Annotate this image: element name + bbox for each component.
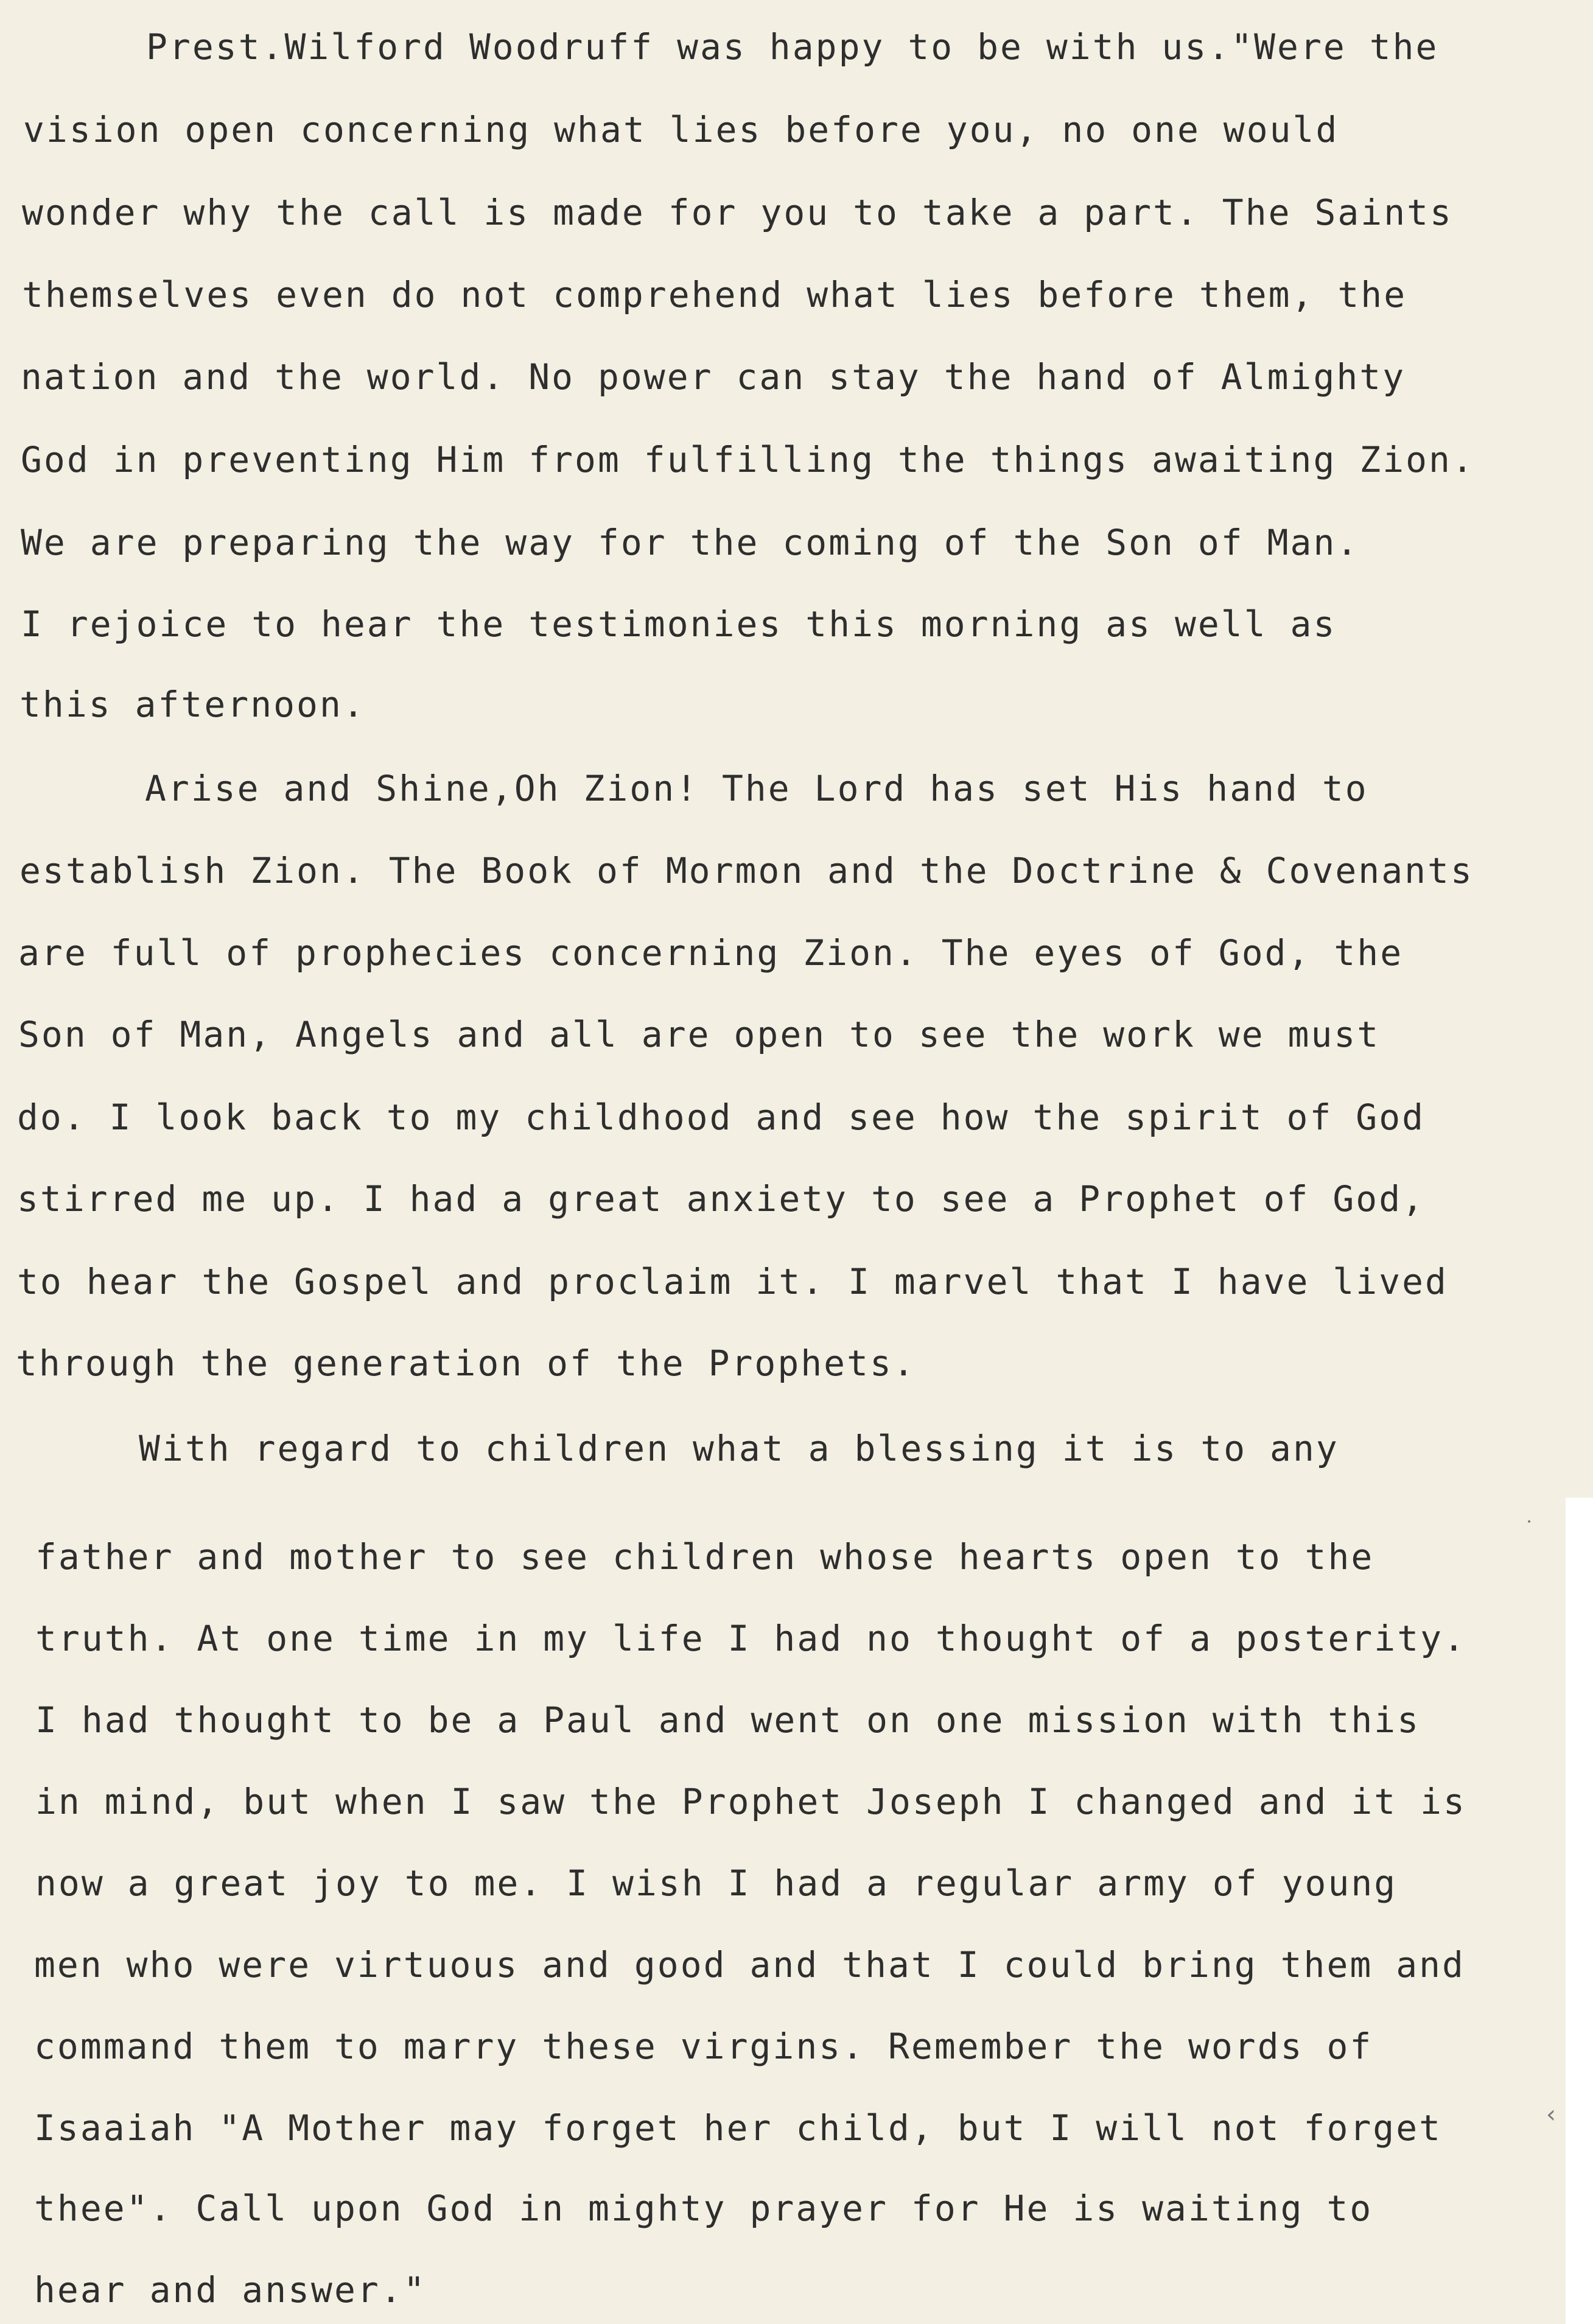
text-line-4: themselves even do not comprehend what lies before them, the [22,274,1407,315]
text-line-20: truth. At one time in my life I had no thought of a posterity. [35,1618,1466,1659]
text-line-18: With regard to children what a blessing it is to any [139,1428,1339,1469]
text-line-25: command them to marry these virgins. Remember the words of [34,2026,1373,2067]
text-line-17: through the generation of the Prophets. [16,1343,916,1384]
stray-dot-mark: • [1527,1517,1532,1527]
text-line-10: Arise and Shine,Oh Zion! The Lord has set His hand to [145,768,1368,809]
text-line-5: nation and the world. No power can stay the hand of Almighty [21,356,1406,398]
text-line-19: father and mother to see children whose hearts open to the [35,1536,1374,1578]
stray-pen-mark: ‹ [1546,2101,1556,2129]
page-edge-strip [1566,1498,1593,2324]
text-line-15: stirred me up. I had a great anxiety to see a Prophet of God, [17,1178,1426,1220]
text-line-8: I rejoice to hear the testimonies this morning as well as [21,603,1337,645]
text-line-16: to hear the Gospel and proclaim it. I marvel that I have lived [17,1261,1448,1302]
text-line-22: in mind, but when I saw the Prophet Joseph I changed and it is [35,1781,1466,1822]
text-line-7: We are preparing the way for the coming of the Son of Man. [21,522,1360,563]
text-line-13: Son of Man, Angels and all are open to see the work we must [18,1014,1381,1055]
text-line-11: establish Zion. The Book of Mormon and the Doctrine & Covenants [19,850,1474,891]
text-line-12: are full of prophecies concerning Zion. The eyes of God, the [18,932,1404,974]
text-line-21: I had thought to be a Paul and went on one mission with this [35,1699,1421,1741]
text-line-1: Prest.Wilford Woodruff was happy to be with us."Were the [146,26,1439,68]
text-line-24: men who were virtuous and good and that I could bring them and [34,1944,1465,1985]
text-line-6: God in preventing Him from fulfilling the things awaiting Zion. [21,439,1475,480]
text-line-3: wonder why the call is made for you to take a part. The Saints [22,192,1453,233]
text-line-28: hear and answer." [34,2269,427,2311]
text-line-27: thee". Call upon God in mighty prayer for He is waiting to [34,2188,1373,2229]
text-line-26: Isaaiah "A Mother may forget her child, but I will not forget [34,2107,1443,2149]
text-line-9: this afternoon. [19,684,366,725]
text-line-2: vision open concerning what lies before you, no one would [23,109,1339,150]
text-line-14: do. I look back to my childhood and see how the spirit of God [17,1097,1426,1138]
text-line-23: now a great joy to me. I wish I had a regular army of young [35,1862,1398,1904]
